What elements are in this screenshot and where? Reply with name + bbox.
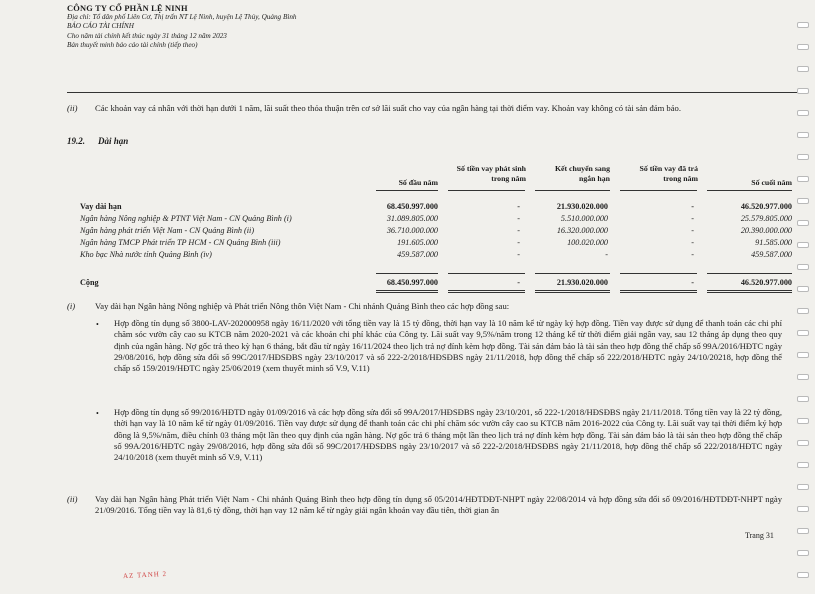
total-repaid: -	[691, 278, 694, 287]
col-header-new-loans: Số tiền vay phát sinh trong năm	[456, 164, 526, 183]
cell-opening: 36.710.000.000	[386, 226, 438, 235]
total-double-rule-3	[535, 290, 610, 293]
header-rule-5	[707, 190, 792, 191]
cell-transfer: 100.020.000	[567, 238, 608, 247]
col-header-opening: Số đầu năm	[398, 178, 438, 187]
cell-new-loans: -	[517, 238, 520, 247]
total-double-rule-1	[376, 290, 438, 293]
cell-transfer: -	[605, 250, 608, 259]
cell-new-loans: -	[517, 202, 520, 211]
row-label: Vay dài hạn	[80, 202, 122, 211]
note-mark-ii: (ii)	[67, 494, 78, 504]
cell-transfer: 21.930.020.000	[556, 202, 608, 211]
col-header-repaid: Số tiền vay đã trả trong năm	[639, 164, 698, 183]
cell-opening: 191.605.000	[397, 238, 438, 247]
cell-repaid: -	[691, 202, 694, 211]
row-label: Ngân hàng Nông nghiệp & PTNT Việt Nam - CN Quảng Bình (i)	[80, 214, 292, 223]
company-name: CÔNG TY CỔ PHẦN LỆ NINH	[67, 4, 188, 13]
cell-transfer: 5.510.000.000	[560, 214, 608, 223]
total-rule-3	[535, 273, 610, 274]
header-rule-2	[448, 190, 525, 191]
note-ii-text: Vay dài hạn Ngân hàng Phát triển Việt Nam - Chi nhánh Quảng Bình theo hợp đồng tín dụng số 05/2014/HĐTDĐT-NHPT ngày 22/08/2014 và hợp đồng sửa đổi số 09/2016/HĐTDĐT-NHPT ngày 21/09/2016. Tổng tiền vay là 81,6 tỷ đồng, thời hạn vay 12 năm kể từ ngày giải ngân khoản vay đầu tiên, thời gian ân	[95, 494, 782, 516]
page-number: Trang 31	[745, 531, 774, 540]
cell-repaid: -	[691, 238, 694, 247]
binder-holes	[785, 0, 815, 594]
row-label: Kho bạc Nhà nước tỉnh Quảng Bình (iv)	[80, 250, 212, 259]
row-label: Ngân hàng TMCP Phát triển TP HCM - CN Quảng Bình (iii)	[80, 238, 281, 247]
header-rule-3	[535, 190, 610, 191]
total-rule-4	[620, 273, 697, 274]
header-rule-4	[620, 190, 697, 191]
note-i-intro: Vay dài hạn Ngân hàng Nông nghiệp và Phát triển Nông thôn Việt Nam - Chi nhánh Quảng Bình theo các hợp đồng sau:	[95, 301, 510, 311]
total-closing: 46.520.977.000	[740, 278, 792, 287]
cell-closing: 46.520.977.000	[740, 202, 792, 211]
bullet-icon: •	[96, 409, 99, 418]
cell-new-loans: -	[517, 226, 520, 235]
total-double-rule-5	[707, 290, 792, 293]
report-title: BÁO CÁO TÀI CHÍNH	[67, 22, 134, 31]
total-double-rule-4	[620, 290, 697, 293]
cell-opening: 31.089.805.000	[386, 214, 438, 223]
row-label: Ngân hàng phát triển Việt Nam - CN Quảng Bình (ii)	[80, 226, 255, 235]
note-i-bullet-2: Hợp đồng tín dụng số 99/2016/HĐTD ngày 01/09/2016 và các hợp đồng sửa đổi số 99A/2017/HĐSĐBS ngày 23/10/201, số 222-1/2018/HĐSĐBS ngày 21/11/2018. Tổng tiền vay là 22 tỷ đồng, thời hạn vay là 10 năm kể từ ngày 01/09/2016. Tiền vay được sử dụng để thanh toán các chi phí chăm sóc vườn cây cao su KTCB năm 2016-2022 của Công ty. Lãi suất vay tại thời điểm ký hợp đồng là 9,5%/năm, điều chỉnh 03 tháng một lần theo quy định của ngân hàng. Nợ gốc trả 6 tháng một lần theo lịch trả nợ đính kèm hợp đồng. Tài sản đảm bảo là tài sản theo hợp đồng thế chấp số 99A/2016/HĐTC ngày 29/08/2016, hợp đồng sửa đổi số 99C/2017/HĐSĐBS ngày 23/10/2017 và số 222-2/2018/HĐSĐBS ngày 21/11/2018, hợp đồng thế chấp số 222/2018/HĐTC ngày 24/10/2018 (xem thuyết minh số V.9, V.11)	[114, 407, 782, 463]
cell-transfer: 16.320.000.000	[556, 226, 608, 235]
red-stamp-mark: AZ TANH 2	[122, 569, 168, 581]
col-header-closing: Số cuối năm	[751, 178, 792, 187]
para-mark-ii: (ii)	[67, 103, 78, 113]
total-opening: 68.450.997.000	[386, 278, 438, 287]
cell-repaid: -	[691, 250, 694, 259]
cell-opening: 459.587.000	[397, 250, 438, 259]
notes-subtitle: Bản thuyết minh báo cáo tài chính (tiếp theo)	[67, 40, 198, 49]
cell-new-loans: -	[517, 214, 520, 223]
total-transfer: 21.930.020.000	[556, 278, 608, 287]
note-i-bullet-1: Hợp đồng tín dụng số 3800-LAV-202000958 ngày 16/11/2020 với tổng tiền vay là 15 tỷ đồng, thời hạn vay là 10 năm kể từ ngày ký hợp đồng. Tiền vay được sử dụng để thanh toán các chi phí chăm sóc vườn cây cao su KTCB năm 2020-2021 và các khoản chi phí khác của Công ty. Lãi suất vay 9,5%/năm trong 12 tháng kể từ thời điểm giải ngân vay, sau 12 tháng áp dụng theo quy định của ngân hàng. Nợ gốc trả theo kỳ hạn 6 tháng, bắt đầu từ ngày 16/11/2024 theo lịch trả nợ đính kèm hợp đồng. Tài sản đảm bảo là tài sản theo hợp đồng thế chấp số 99A/2016/HĐTC ngày 29/08/2016, hợp đồng sửa đổi số 99C/2017/HĐSĐBS ngày 23/10/2017 và số 222-2/2018/HĐSĐBS ngày 21/11/2018, hợp đồng thế chấp số 222/2018/HĐTC ngày 24/10/20218, hợp đồng thế chấp số 159/2019/HĐTC ngày 25/06/2019 (xem thuyết minh số V.9, V.11)	[114, 318, 782, 374]
cell-closing: 459.587.000	[751, 250, 792, 259]
total-double-rule-2	[448, 290, 525, 293]
total-rule-1	[376, 273, 438, 274]
cell-opening: 68.450.997.000	[386, 202, 438, 211]
cell-closing: 20.390.000.000	[740, 226, 792, 235]
cell-closing: 25.579.805.000	[740, 214, 792, 223]
cell-closing: 91.585.000	[755, 238, 792, 247]
company-address: Địa chỉ: Tổ dân phố Liên Cơ, Thị trấn NT Lệ Ninh, huyện Lệ Thủy, Quảng Bình	[67, 13, 297, 22]
document-header	[67, 4, 297, 50]
section-title: Dài hạn	[98, 136, 129, 146]
header-divider	[67, 92, 797, 93]
col-header-transfer-short: Kết chuyển sang ngắn hạn	[554, 164, 610, 183]
header-rule-1	[376, 190, 438, 191]
section-number: 19.2.	[67, 136, 85, 146]
cell-repaid: -	[691, 214, 694, 223]
total-rule-5	[707, 273, 792, 274]
report-period: Cho năm tài chính kết thúc ngày 31 tháng 12 năm 2023	[67, 31, 227, 40]
cell-new-loans: -	[517, 250, 520, 259]
total-new-loans: -	[517, 278, 520, 287]
unsecured-loans-paragraph: Các khoản vay cá nhân với thời hạn dưới 1 năm, lãi suất theo thỏa thuận trên cơ sở lãi suất cho vay của ngân hàng tại thời điểm vay. Khoản vay không có tài sản đảm bảo.	[95, 103, 681, 113]
total-rule-2	[448, 273, 525, 274]
total-label: Cộng	[80, 278, 99, 287]
cell-repaid: -	[691, 226, 694, 235]
bullet-icon: •	[96, 320, 99, 329]
note-mark-i: (i)	[67, 301, 76, 311]
